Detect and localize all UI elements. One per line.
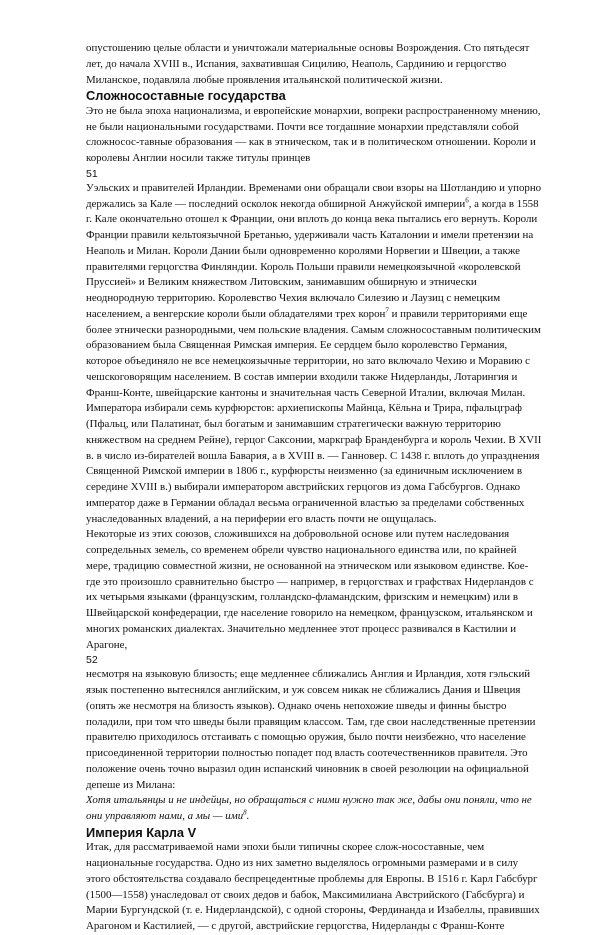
footnote-ref-8: 8 [243, 808, 247, 817]
paragraph-monarchies-part-2: , а когда в 1558 г. Кале окончательно отошел к Франции, они вплоть до конца века пытались его вернуть. Короли Франции правили кельтоязычной Бретанью, удерживали часть Каталонии и имели претензии на Неаполь и Милан. Короли Дании были одновременно королями Норвегии и Швеции, а также правителями герцогства Финляндии. Король Польши правили немецкоязычной «королевской Пруссией» и Великим княжеством Литовским, занимавшим обширную и этнически неоднородную территорию. Королевство Чехия включало Силезию и Лаузиц с немецким населением, а венгерские короли были обладателями трех корон [86, 197, 539, 320]
paragraph-monarchies [86, 181, 542, 528]
page-number-51: 51 [86, 167, 98, 180]
paragraph-monarchies-part-1: Уэльских и правителей Ирландии. Временами они обращали свои взоры на Шотландию и упорно держались за Кале — последний осколок некогда обширной Анжуйской империи [86, 181, 542, 210]
quotation-spanish-official [86, 793, 542, 825]
paragraph-monarchies-part-3: и правили территориями еще более этнически разнородными, чем польские владения. Самым сложносоставным политическим образованием была Священная Римская империя. Ее сердцем было королевство Германия, которое объединяло не все немецкоязычные территории, но зато включало Чехию и Моравию с чешскоговорящим населением. В состав империи входили также Нидерланды, Лотарингия и Франш-Конте, швейцарские кантоны и значительная часть Северной Италии, включая Милан. Императора избирали семь курфюрстов: архиепископы Майнца, Кёльна и Трира, пфальцграф (Пфальц, или Палатинат, был богатым и занимавшим стратегически важную территорию княжеством на среднем Рейне), герцог Саксонии, маркграф Бранденбурга и король Чехии. В XVII в. в число из-бирателей вошла Бавария, а в XVIII в. — Ганновер. С 1438 г. вплоть до упразднения Священной Римской империи в 1806 г., курфюрсты неизменно (за единичным исключением в середине XVIII в.) выбирали императором австрийских герцогов из дома Габсбургов. Однако император даже в Германии обладал весьма ограниченной властью за пределами собственных унаследованных владений, а на периферии его власть почти не ощущалась. [86, 307, 542, 525]
document-page [86, 41, 542, 935]
section-heading-composite-states: Сложносоставные государства [86, 88, 286, 104]
paragraph-intro: опустошению целые области и уничтожали материальные основы Возрождения. Сто пятьдесят лет, до начала XVIII в., Испания, захватившая Сицилию, Неаполь, Сардинию и герцогство Миланское, подавляла любые проявления итальянской политической жизни. [86, 42, 530, 86]
paragraph-unions: Некоторые из этих союзов, сложившихся на добровольной основе или путем наследования сопредельных земель, со временем обрели чувство национального единства или, по крайней мере, традицию совместной жизни, не основанной на этническом или языковом единстве. Кое-где это произошло сравнительно быстро — например, в герцогствах и графствах Нидерландов с их четырьмя языками (французским, голландско-фламандским, фризским и немецким) или в Швейцарской конфедерации, где население говорило на немецком, французском, итальянском и многих романских диалектах. Значительно медленнее этот процесс развивался в Кастилии и Арагоне, [86, 528, 534, 651]
footnote-ref-6: 6 [465, 195, 469, 204]
section-heading-charles-v: Империя Карла V [86, 824, 197, 840]
paragraph-language-proximity: несмотря на языковую близость; еще медленнее сближались Англия и Ирландия, хотя гэльский язык постепенно вытеснялся английским, и уж совсем никак не сближались Дания и Швеция (опять же несмотря на близость языков). Однако очень непохожие шведы и финны быстро поладили, при том что шведы были правящим классом. Там, где свои наследственные претензии правителю приходилось отстаивать с помощью оружия, было почти неизбежно, что население присоединенной территории полностью попадет под власть соотечественников правителя. Это положение очень точно выразил один испанский чиновник в своей резолюции на официальной депеше из Милана: [86, 668, 536, 791]
footnote-ref-7: 7 [385, 306, 389, 315]
quotation-end: . [246, 810, 250, 822]
paragraph-charles-v: Итак, для рассматриваемой нами эпохи были типичны скорее слож-носоставные, чем национальные государства. Одно из них заметно выделялось огромными размерами и в силу этого обстоятельства создавало беспрецедентные проблемы для Европы. В 1516 г. Карл Габсбург (1500—1558) унаследовал от своих дедов и бабок, Максимилиана Австрийского (Габсбурга) и Марии Бургундской (т. е. Нидерландской), с одной стороны, Фердинанда и Изабеллы, правивших Арагоном и Кастилией, — с другой, австрийские герцогства, Нидерланды с Франш-Конте [86, 841, 540, 932]
paragraph-composite-states: Это не была эпоха национализма, и европейские монархии, вопреки распространенному мнению, не были национальными государствами. Почти все тогдашние монархии представляли собой сложносос-тавные образования — как в этническом, так и в политическом отношении. Короли и королевы Англии носили также титулы принцев [86, 104, 541, 164]
page-number-52: 52 [86, 654, 98, 667]
quotation-text: Хотя итальянцы и не индейцы, но обращаться с ними нужно так же, дабы они поняли, что не они управляют нами, а мы — ими [86, 794, 532, 822]
